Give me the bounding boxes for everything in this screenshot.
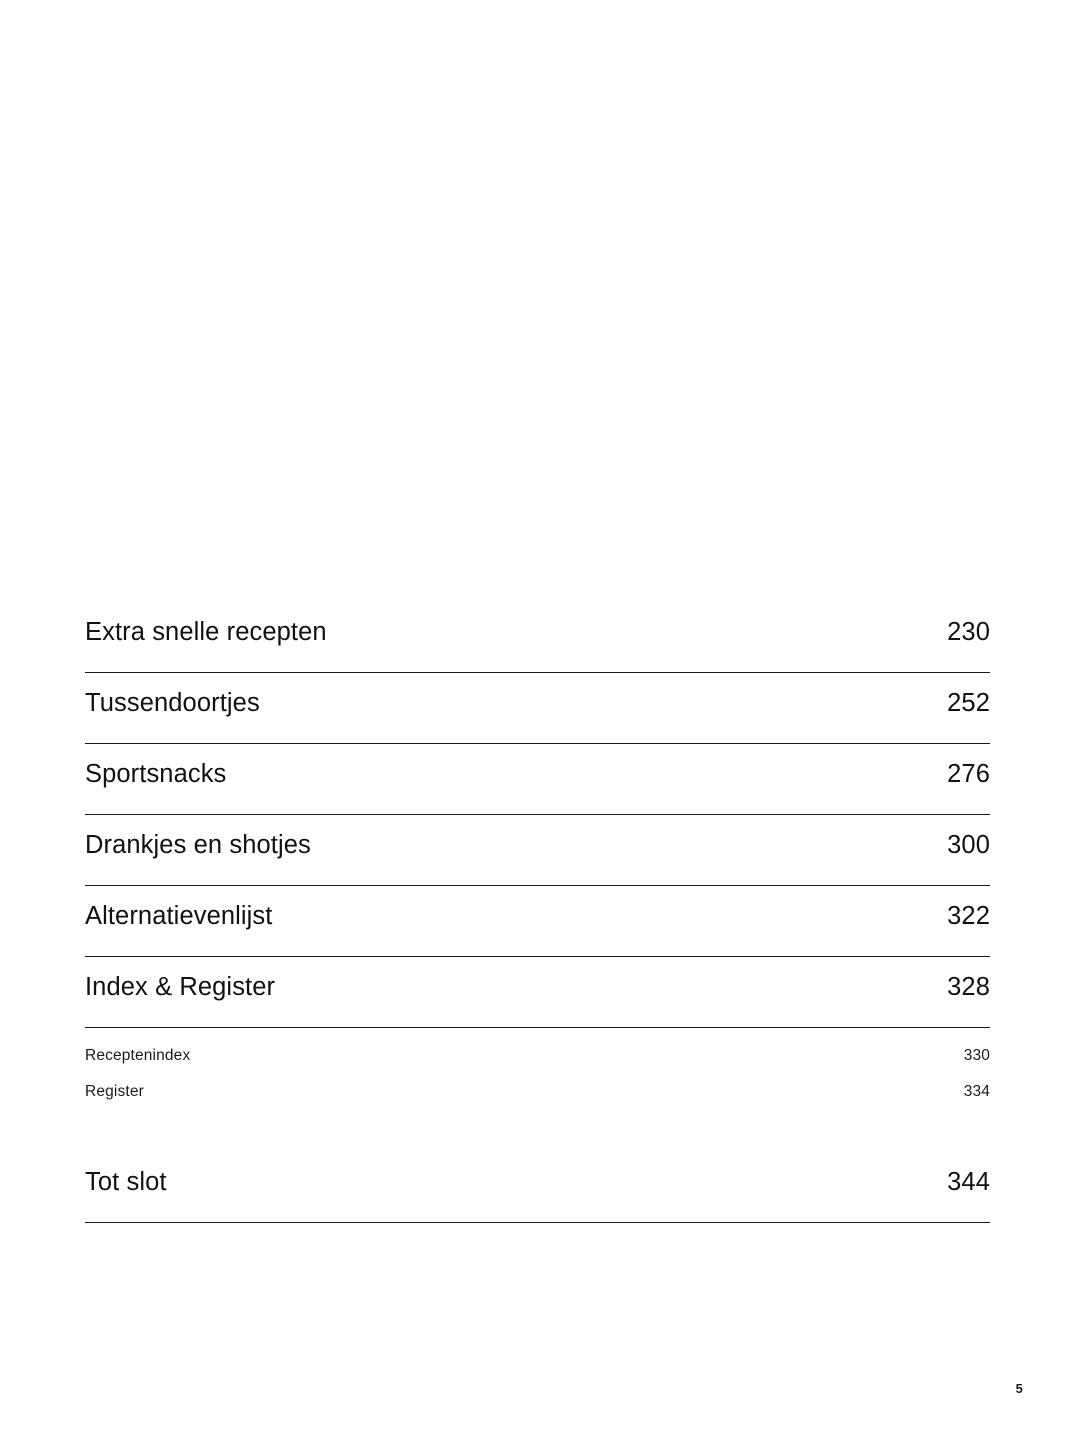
toc-spacer bbox=[85, 1120, 990, 1170]
toc-entry-page-number: 344 bbox=[947, 1168, 990, 1196]
toc-entry-page-number: 276 bbox=[947, 760, 990, 788]
toc-entry-page-number: 328 bbox=[947, 973, 990, 1001]
toc-entry-title: Drankjes en shotjes bbox=[85, 831, 311, 859]
toc-entry-title: Extra snelle recepten bbox=[85, 618, 327, 646]
toc-entry-title: Tussendoortjes bbox=[85, 689, 260, 717]
toc-entry-page-number: 322 bbox=[947, 902, 990, 930]
toc-entry[interactable] bbox=[85, 691, 990, 743]
page-number-folio: 5 bbox=[1015, 1381, 1023, 1396]
toc-subentry-group bbox=[85, 1028, 990, 1120]
toc-divider bbox=[85, 1222, 990, 1223]
toc-entry[interactable] bbox=[85, 833, 990, 885]
toc-entry-title: Alternatievenlijst bbox=[85, 902, 273, 930]
toc-subentry-page-number: 330 bbox=[963, 1047, 990, 1064]
toc-entry[interactable] bbox=[85, 904, 990, 956]
toc-entry-title: Sportsnacks bbox=[85, 760, 227, 788]
toc-entry-page-number: 230 bbox=[947, 618, 990, 646]
table-of-contents bbox=[85, 620, 990, 1223]
toc-entry-title: Tot slot bbox=[85, 1168, 167, 1196]
toc-entry[interactable] bbox=[85, 620, 990, 672]
toc-subentry[interactable] bbox=[85, 1084, 990, 1120]
toc-entry-title: Index & Register bbox=[85, 973, 276, 1001]
toc-subentry[interactable] bbox=[85, 1048, 990, 1084]
toc-entry-page-number: 300 bbox=[947, 831, 990, 859]
toc-entry[interactable] bbox=[85, 762, 990, 814]
toc-subentry-title: Register bbox=[85, 1083, 144, 1100]
toc-entry-final[interactable] bbox=[85, 1170, 990, 1222]
toc-subentry-page-number: 334 bbox=[963, 1083, 990, 1100]
toc-entry-page-number: 252 bbox=[947, 689, 990, 717]
toc-entry[interactable] bbox=[85, 975, 990, 1027]
toc-subentry-title: Receptenindex bbox=[85, 1047, 191, 1064]
